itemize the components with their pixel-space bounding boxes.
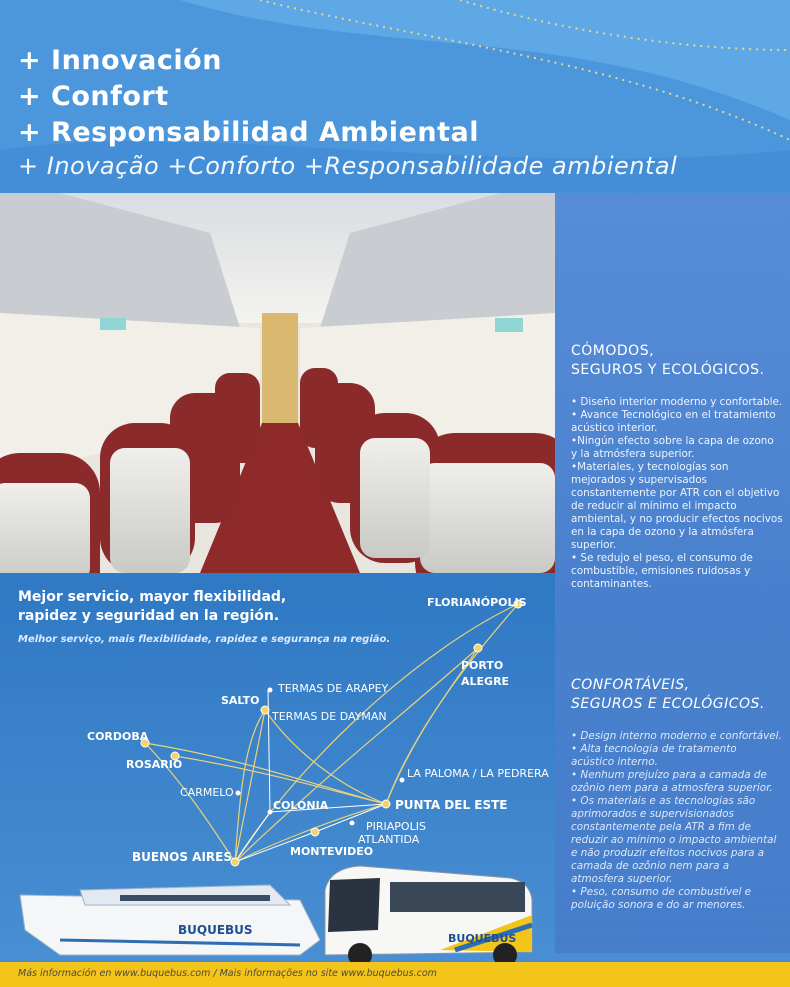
- bullet: •Materiales, y tecnologías son mejorados y supervisados constantemente por ATR con el objetivo de reducir al mínimo el impacto ambiental, y no producir efectos nocivos en la capa de ozono y la atmósfera superior.: [571, 461, 783, 551]
- tagline-es-line1: Mejor servicio, mayor flexibilidad,: [18, 589, 287, 605]
- section-es-title-2: SEGUROS Y ECOLÓGICOS.: [571, 362, 765, 378]
- label-salto: SALTO: [221, 694, 260, 707]
- bullet: • Nenhum prejuízo para a camada de ozônio nem para a atmosfera superior.: [571, 769, 773, 794]
- tagline-pt: Melhor serviço, mais flexibilidade, rapidez e segurança na região.: [18, 634, 391, 645]
- label-florianopolis: FLORIANÓPOLIS: [427, 596, 527, 609]
- ship-logo: BUQUEBUS: [178, 923, 253, 937]
- section-pt-title-1: CONFORTÁVEIS,: [571, 677, 690, 693]
- ship-and-bus-illustration: [0, 860, 560, 970]
- city-dot-salto: [261, 706, 269, 714]
- city-dot-montevideo: [311, 828, 319, 836]
- label-cordoba: CORDOBA: [87, 730, 149, 743]
- aircraft-cabin-photo: [0, 193, 555, 573]
- label-carmelo: CARMELO: [180, 786, 234, 799]
- header-innovacion: + Innovación: [18, 45, 222, 76]
- bullet: • Peso, consumo de combustível e poluição sonora e do ar menores.: [571, 886, 752, 911]
- header-portuguese: + Inovação +Conforto +Responsabilidade ambiental: [18, 152, 678, 180]
- city-dot-arapey: [268, 688, 273, 693]
- section-es-title-1: CÓMODOS,: [571, 343, 655, 359]
- section-pt-bullets: [571, 730, 783, 912]
- bullet: • Avance Tecnológico en el tratamiento acústico interior.: [571, 409, 776, 434]
- label-alegre: ALEGRE: [461, 675, 510, 688]
- bullet: • Alta tecnologia de tratamento acústico interno.: [571, 743, 737, 768]
- label-porto: PORTO: [461, 659, 504, 672]
- label-dayman: TERMAS DE DAYMAN: [272, 710, 387, 723]
- section-pt-title-2: SEGUROS E ECOLÓGICOS.: [571, 696, 765, 712]
- label-piriapolis: PIRIAPOLIS: [366, 820, 426, 833]
- bus: [325, 866, 532, 967]
- header-responsabilidad: + Responsabilidad Ambiental: [18, 117, 479, 148]
- label-colonia: COLONIA: [273, 799, 329, 812]
- label-puntadeleste: PUNTA DEL ESTE: [395, 798, 508, 812]
- route-map: [0, 580, 555, 880]
- city-dot-lapaloma: [400, 778, 405, 783]
- bullet: • Design interno moderno e confortável.: [571, 730, 782, 742]
- bullet: •Ningún efecto sobre la capa de ozono y la atmósfera superior.: [571, 435, 774, 460]
- bullet: • Diseño interior moderno y confortable.: [571, 396, 783, 408]
- bus-logo: BUQUEBUS: [448, 932, 517, 945]
- label-lapaloma: LA PALOMA / LA PEDRERA: [407, 767, 549, 780]
- header-confort: + Confort: [18, 81, 169, 112]
- footer-info-link[interactable]: Más información en www.buquebus.com / Mais informações no site www.buquebus.com: [18, 968, 437, 979]
- label-rosario: ROSARIO: [126, 758, 183, 771]
- city-dot-puntadeleste: [382, 800, 390, 808]
- label-atlantida: ATLANTIDA: [358, 833, 420, 846]
- tagline-es-line2: rapidez y seguridad en la región.: [18, 608, 280, 624]
- city-dot-portoalegre: [474, 644, 482, 652]
- bullet: • Os materiais e as tecnologias são aprimorados e supervisionados constantemente pela ATR a fim de reduzir ao mínimo o impacto ambiental e não produzir efeitos nocivos para a camada de ozônio nem para a atmosfera superior.: [571, 795, 777, 885]
- label-buenosaires: BUENOS AIRES: [132, 850, 232, 864]
- ferry-ship: [20, 885, 320, 955]
- route-lines: [145, 604, 518, 862]
- bullet: • Se redujo el peso, el consumo de combustible, emisiones ruidosas y contaminantes.: [571, 552, 753, 590]
- section-es-bullets: [571, 396, 783, 591]
- label-arapey: TERMAS DE ARAPEY: [278, 682, 389, 695]
- footer-bar: [0, 962, 790, 987]
- city-dot-piriapolis: [350, 821, 355, 826]
- city-dot-carmelo: [236, 791, 241, 796]
- city-dot-colonia: [268, 810, 273, 815]
- label-montevideo: MONTEVIDEO: [290, 845, 374, 858]
